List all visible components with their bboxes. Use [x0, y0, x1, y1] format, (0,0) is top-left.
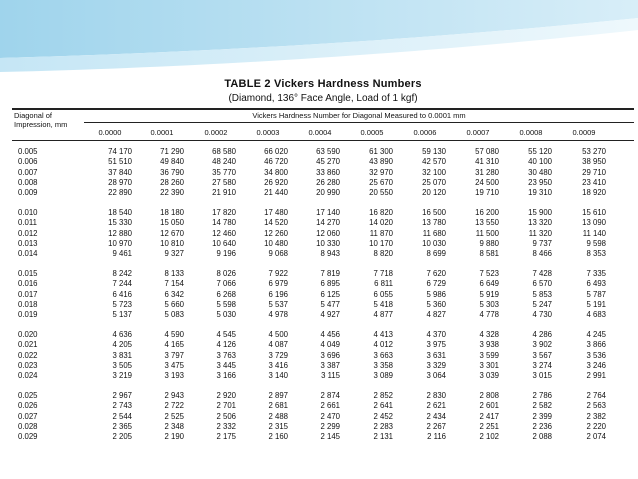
table-cell: 4 778: [479, 310, 499, 320]
row-header: Diagonal of Impression, mm: [14, 111, 68, 129]
table-cell: 4 827: [426, 310, 446, 320]
table-cell: 4 328: [479, 330, 499, 339]
table-cell: 2 563: [586, 401, 606, 411]
column-header: 0.0007: [466, 128, 490, 137]
table-cell: 2 251: [479, 421, 499, 431]
table-cell: 35 770: [212, 167, 236, 177]
row-label: 0.014: [18, 249, 38, 259]
table-cell: 3 416: [268, 360, 288, 370]
table-cell: 20 990: [316, 188, 340, 198]
table-cell: 16 820: [369, 208, 393, 217]
table-cell: 7 066: [216, 279, 236, 289]
column-header: 0.0005: [360, 128, 384, 137]
column-header: 0.0002: [204, 128, 228, 137]
table-cell: 4 370: [426, 330, 446, 339]
table-cell: 38 950: [582, 157, 606, 167]
table-cell: 3 866: [586, 340, 606, 350]
table-cell: 8 353: [586, 249, 606, 259]
table-cell: 12 260: [264, 228, 288, 238]
table-cell: 14 270: [316, 218, 340, 228]
table-cell: 5 247: [532, 299, 552, 309]
table-cell: 2 786: [532, 391, 552, 400]
table-cell: 23 410: [582, 177, 606, 187]
table-cell: 6 268: [216, 289, 236, 299]
row-label: 0.023: [18, 360, 38, 370]
row-label: 0.005: [18, 147, 38, 156]
table-cell: 3 631: [426, 350, 446, 360]
table-cell: 4 730: [532, 310, 552, 320]
table-cell: 2 743: [112, 401, 132, 411]
table-cell: 2 175: [216, 432, 236, 442]
table-cell: 8 026: [216, 269, 236, 278]
table-cell: 8 242: [112, 269, 132, 278]
table-cell: 26 920: [264, 177, 288, 187]
row-label: 0.018: [18, 299, 38, 309]
table-cell: 5 191: [586, 299, 606, 309]
table-cell: 3 505: [112, 360, 132, 370]
table-cell: 2 365: [112, 421, 132, 431]
table-cell: 11 870: [369, 228, 393, 238]
table-cell: 49 840: [160, 157, 184, 167]
table-cell: 10 170: [369, 238, 393, 248]
table-cell: 3 166: [216, 371, 236, 381]
table-cell: 19 710: [475, 188, 499, 198]
table-cell: 3 358: [373, 360, 393, 370]
table-cell: 3 475: [164, 360, 184, 370]
table-cell: 9 880: [479, 238, 499, 248]
column-group-header: Vickers Hardness Number for Diagonal Measured to 0.0001 mm: [252, 111, 466, 120]
table-cell: 9 737: [532, 238, 552, 248]
table-cell: 3 015: [532, 371, 552, 381]
row-label: 0.009: [18, 188, 38, 198]
table-cell: 3 115: [321, 371, 340, 381]
table-cell: 2 852: [373, 391, 393, 400]
table-cell: 2 267: [426, 421, 446, 431]
table-cell: 28 970: [108, 177, 132, 187]
table-cell: 2 808: [479, 391, 499, 400]
table-cell: 2 897: [268, 391, 288, 400]
table-cell: 28 260: [160, 177, 184, 187]
table-cell: 4 126: [216, 340, 236, 350]
table-cell: 15 610: [582, 208, 606, 217]
column-header: 0.0006: [413, 128, 437, 137]
table-cell: 2 601: [479, 401, 499, 411]
table-cell: 4 927: [320, 310, 340, 320]
row-label: 0.007: [18, 167, 38, 177]
table-cell: 2 074: [586, 432, 606, 442]
table-cell: 11 500: [475, 228, 499, 238]
table-cell: 9 068: [268, 249, 288, 259]
table-cell: 3 387: [320, 360, 340, 370]
table-cell: 26 280: [316, 177, 340, 187]
row-label: 0.006: [18, 157, 38, 167]
table-cell: 6 979: [268, 279, 288, 289]
table-cell: 3 064: [426, 371, 446, 381]
table-cell: 3 567: [532, 350, 552, 360]
table-cell: 21 910: [212, 188, 236, 198]
table-cell: 12 670: [160, 228, 184, 238]
table-cell: 10 810: [160, 238, 184, 248]
table-cell: 4 012: [373, 340, 393, 350]
table-cell: 17 140: [316, 208, 340, 217]
table-cell: 68 580: [212, 147, 236, 156]
table-cell: 3 599: [479, 350, 499, 360]
table-cell: 23 950: [528, 177, 552, 187]
table-cell: 74 170: [108, 147, 132, 156]
table-cell: 6 811: [374, 279, 393, 289]
table-cell: 8 943: [320, 249, 340, 259]
row-label: 0.029: [18, 432, 38, 442]
column-header: 0.0001: [150, 128, 174, 137]
table-cell: 5 723: [112, 299, 132, 309]
table-cell: 8 581: [479, 249, 499, 259]
table-cell: 2 661: [320, 401, 340, 411]
table-cell: 32 970: [369, 167, 393, 177]
table-cell: 20 550: [369, 188, 393, 198]
table-cell: 9 598: [586, 238, 606, 248]
table-cell: 3 329: [426, 360, 446, 370]
table-cell: 7 922: [268, 269, 288, 278]
table-cell: 3 536: [586, 350, 606, 360]
table-cell: 2 943: [164, 391, 184, 400]
table-cell: 2 190: [164, 432, 184, 442]
table-cell: 5 537: [268, 299, 288, 309]
table-cell: 4 683: [586, 310, 606, 320]
table-subtitle: (Diamond, 136° Face Angle, Load of 1 kgf): [228, 93, 418, 104]
table-cell: 31 280: [475, 167, 499, 177]
table-cell: 3 246: [586, 360, 606, 370]
table-cell: 2 299: [320, 421, 340, 431]
table-cell: 21 440: [264, 188, 288, 198]
table-cell: 12 460: [212, 228, 236, 238]
table-cell: 6 649: [479, 279, 499, 289]
table-cell: 11 140: [582, 228, 606, 238]
table-cell: 2 621: [426, 401, 446, 411]
table-cell: 5 083: [164, 310, 184, 320]
table-cell: 36 790: [160, 167, 184, 177]
table-cell: 4 087: [268, 340, 288, 350]
table-cell: 33 860: [316, 167, 340, 177]
table-cell: 7 620: [426, 269, 446, 278]
row-label: 0.021: [18, 340, 38, 350]
table-cell: 51 510: [108, 157, 132, 167]
table-cell: 4 877: [373, 310, 393, 320]
table-cell: 71 290: [160, 147, 184, 156]
table-cell: 10 970: [108, 238, 132, 248]
table-cell: 17 820: [212, 208, 236, 217]
table-cell: 2 830: [426, 391, 446, 400]
table-cell: 6 196: [268, 289, 288, 299]
table-cell: 3 902: [532, 340, 552, 350]
table-cell: 15 330: [108, 218, 132, 228]
table-cell: 2 920: [216, 391, 236, 400]
table-cell: 2 145: [320, 432, 340, 442]
table-cell: 2 220: [586, 421, 606, 431]
table-cell: 19 310: [528, 188, 552, 198]
table-cell: 57 080: [475, 147, 499, 156]
table-cell: 3 089: [373, 371, 393, 381]
table-cell: 3 938: [479, 340, 499, 350]
table-cell: 6 342: [164, 289, 184, 299]
table-cell: 2 544: [112, 411, 132, 421]
row-label: 0.011: [18, 218, 37, 228]
table-cell: 8 133: [164, 269, 184, 278]
table-cell: 12 060: [316, 228, 340, 238]
table-cell: 18 920: [582, 188, 606, 198]
table-cell: 16 500: [422, 208, 446, 217]
table-cell: 2 205: [112, 432, 132, 442]
table-cell: 5 477: [320, 299, 340, 309]
table-cell: 11 320: [528, 228, 552, 238]
row-label: 0.015: [18, 269, 38, 278]
table-cell: 12 880: [108, 228, 132, 238]
table-cell: 3 797: [164, 350, 184, 360]
table-cell: 7 718: [373, 269, 393, 278]
table-title: TABLE 2 Vickers Hardness Numbers: [224, 78, 422, 90]
table-cell: 5 303: [479, 299, 499, 309]
table-cell: 4 545: [216, 330, 236, 339]
decorative-header-swoosh: [0, 0, 638, 75]
table-cell: 2 315: [268, 421, 288, 431]
table-cell: 55 120: [528, 147, 552, 156]
table-cell: 6 895: [320, 279, 340, 289]
table-cell: 2 701: [216, 401, 236, 411]
table-cell: 2 764: [586, 391, 606, 400]
table-cell: 3 274: [532, 360, 552, 370]
table-cell: 2 991: [586, 371, 606, 381]
table-cell: 3 729: [268, 350, 288, 360]
row-label: 0.008: [18, 177, 38, 187]
table-cell: 5 853: [532, 289, 552, 299]
row-label: 0.026: [18, 401, 38, 411]
table-cell: 3 831: [112, 350, 132, 360]
table-cell: 4 165: [164, 340, 184, 350]
table-cell: 5 360: [426, 299, 446, 309]
table-cell: 9 327: [164, 249, 184, 259]
table-cell: 2 160: [268, 432, 288, 442]
table-cell: 2 525: [164, 411, 184, 421]
row-label: 0.017: [18, 289, 38, 299]
table-cell: 8 699: [426, 249, 446, 259]
table-cell: 8 466: [532, 249, 552, 259]
row-label: 0.024: [18, 371, 38, 381]
table-cell: 16 200: [475, 208, 499, 217]
table-cell: 4 500: [268, 330, 288, 339]
table-cell: 2 332: [216, 421, 236, 431]
table-cell: 2 417: [479, 411, 499, 421]
table-cell: 25 670: [369, 177, 393, 187]
table-cell: 6 055: [373, 289, 393, 299]
row-label: 0.028: [18, 421, 38, 431]
table-cell: 13 550: [475, 218, 499, 228]
row-label: 0.027: [18, 411, 38, 421]
table-cell: 15 900: [528, 208, 552, 217]
row-label: 0.012: [18, 228, 38, 238]
table-cell: 61 300: [369, 147, 393, 156]
table-cell: 3 696: [320, 350, 340, 360]
table-cell: 30 480: [528, 167, 552, 177]
table-cell: 7 428: [532, 269, 552, 278]
table-cell: 10 640: [212, 238, 236, 248]
table-cell: 7 819: [320, 269, 340, 278]
table-cell: 3 663: [373, 350, 393, 360]
table-cell: 4 205: [112, 340, 132, 350]
table-cell: 3 301: [479, 360, 499, 370]
vickers-hardness-table: [12, 78, 634, 476]
table-cell: 24 500: [475, 177, 499, 187]
table-cell: 7 154: [164, 279, 184, 289]
row-label: 0.025: [18, 391, 38, 400]
table-cell: 10 030: [422, 238, 446, 248]
table-cell: 6 125: [320, 289, 340, 299]
table-cell: 15 050: [160, 218, 184, 228]
table-cell: 2 452: [373, 411, 393, 421]
table-cell: 2 102: [479, 432, 499, 442]
table-cell: 43 890: [369, 157, 393, 167]
table-cell: 4 413: [373, 330, 393, 339]
table-cell: 11 680: [422, 228, 446, 238]
table-cell: 7 335: [586, 269, 606, 278]
table-cell: 13 090: [582, 218, 606, 228]
table-cell: 2 399: [532, 411, 552, 421]
column-header: 0.0003: [256, 128, 280, 137]
table-cell: 2 131: [373, 432, 393, 442]
table-cell: 3 219: [112, 371, 132, 381]
table-cell: 5 137: [112, 310, 132, 320]
table-cell: 13 320: [528, 218, 552, 228]
table-cell: 4 456: [320, 330, 340, 339]
row-label: 0.019: [18, 310, 38, 320]
table-cell: 4 245: [586, 330, 606, 339]
table-cell: 34 800: [264, 167, 288, 177]
table-cell: 37 840: [108, 167, 132, 177]
table-cell: 20 120: [422, 188, 446, 198]
table-cell: 3 039: [479, 371, 499, 381]
table-cell: 29 710: [582, 167, 606, 177]
table-cell: 42 570: [422, 157, 446, 167]
table-cell: 18 540: [108, 208, 132, 217]
table-cell: 2 488: [268, 411, 288, 421]
table-cell: 22 390: [160, 188, 184, 198]
row-label: 0.013: [18, 238, 38, 248]
table-cell: 4 049: [320, 340, 340, 350]
table-cell: 3 193: [164, 371, 184, 381]
table-cell: 18 180: [160, 208, 184, 217]
table-cell: 2 116: [427, 432, 446, 442]
table-cell: 41 310: [475, 157, 499, 167]
table-cell: 7 523: [479, 269, 499, 278]
table-cell: 2 348: [164, 421, 184, 431]
table-cell: 3 975: [426, 340, 446, 350]
column-header: 0.0000: [98, 128, 122, 137]
table-cell: 4 590: [164, 330, 184, 339]
table-cell: 46 720: [264, 157, 288, 167]
column-group-rule: [84, 122, 634, 123]
table-cell: 2 967: [112, 391, 132, 400]
table-cell: 5 787: [586, 289, 606, 299]
table-cell: 10 330: [316, 238, 340, 248]
table-cell: 2 382: [586, 411, 606, 421]
table-cell: 2 236: [532, 421, 552, 431]
table-cell: 6 493: [586, 279, 606, 289]
table-cell: 7 244: [112, 279, 132, 289]
table-cell: 4 286: [532, 330, 552, 339]
table-cell: 14 780: [212, 218, 236, 228]
table-cell: 59 130: [422, 147, 446, 156]
table-cell: 8 820: [373, 249, 393, 259]
header-rule: [12, 140, 634, 141]
table-cell: 14 020: [369, 218, 393, 228]
table-cell: 2 088: [532, 432, 552, 442]
top-rule: [12, 108, 634, 110]
column-header: 0.0004: [308, 128, 332, 137]
table-cell: 6 416: [112, 289, 132, 299]
table-cell: 45 270: [316, 157, 340, 167]
table-cell: 9 461: [112, 249, 132, 259]
table-cell: 3 445: [216, 360, 236, 370]
table-cell: 2 681: [268, 401, 288, 411]
table-cell: 27 580: [212, 177, 236, 187]
table-cell: 32 100: [422, 167, 446, 177]
table-cell: 4 978: [268, 310, 288, 320]
table-cell: 25 070: [422, 177, 446, 187]
table-cell: 2 470: [320, 411, 340, 421]
table-cell: 5 660: [164, 299, 184, 309]
table-cell: 22 890: [108, 188, 132, 198]
table-cell: 3 140: [268, 371, 288, 381]
table-cell: 3 763: [216, 350, 236, 360]
table-cell: 5 418: [373, 299, 393, 309]
table-cell: 66 020: [264, 147, 288, 156]
row-label: 0.022: [18, 350, 38, 360]
table-cell: 5 598: [216, 299, 236, 309]
table-cell: 2 874: [320, 391, 340, 400]
row-label: 0.010: [18, 208, 38, 217]
table-cell: 17 480: [264, 208, 288, 217]
table-cell: 40 100: [528, 157, 552, 167]
table-cell: 2 641: [373, 401, 393, 411]
row-label: 0.016: [18, 279, 38, 289]
table-cell: 4 636: [112, 330, 132, 339]
table-cell: 5 986: [426, 289, 446, 299]
table-cell: 9 196: [216, 249, 236, 259]
row-label: 0.020: [18, 330, 38, 339]
table-cell: 53 270: [582, 147, 606, 156]
table-cell: 5 919: [479, 289, 499, 299]
table-cell: 48 240: [212, 157, 236, 167]
table-cell: 6 729: [426, 279, 446, 289]
table-cell: 2 506: [216, 411, 236, 421]
table-cell: 63 590: [316, 147, 340, 156]
table-cell: 6 570: [532, 279, 552, 289]
table-cell: 10 480: [264, 238, 288, 248]
table-cell: 13 780: [422, 218, 446, 228]
table-cell: 2 582: [532, 401, 552, 411]
table-cell: 5 030: [216, 310, 236, 320]
column-header: 0.0009: [572, 128, 596, 137]
table-cell: 2 434: [426, 411, 446, 421]
table-cell: 14 520: [264, 218, 288, 228]
table-cell: 2 283: [373, 421, 393, 431]
table-cell: 2 722: [164, 401, 184, 411]
column-header: 0.0008: [519, 128, 543, 137]
